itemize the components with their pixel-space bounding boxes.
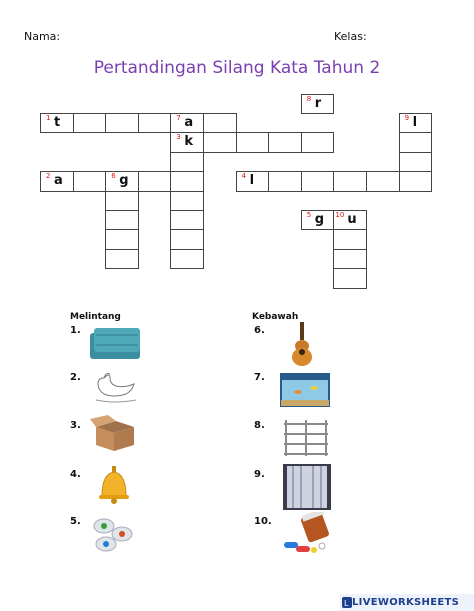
cell-letter: t: [54, 115, 61, 130]
class-label: Kelas:: [334, 30, 367, 43]
liveworksheets-logo-icon: [342, 597, 352, 608]
svg-text:L: L: [344, 599, 349, 608]
cell-letter: l: [412, 115, 418, 130]
guitar-icon: [288, 322, 316, 368]
clue-number-label: 1: [46, 114, 51, 122]
crossword-cell[interactable]: [301, 94, 335, 114]
crossword-cell[interactable]: [399, 113, 433, 133]
bell-icon: [94, 464, 134, 506]
crossword-cell[interactable]: [40, 113, 74, 133]
crossword-cell[interactable]: [333, 229, 367, 249]
clue-number-label: 5: [306, 211, 312, 219]
clue-number-label: 8: [306, 94, 312, 103]
clue-number-label: 7: [176, 114, 181, 122]
crossword-cell[interactable]: [399, 132, 433, 152]
cell-letter: a: [184, 115, 194, 130]
marbles-icon: [88, 512, 138, 556]
crossword-cell[interactable]: [333, 171, 367, 191]
clue-number-label: 9: [404, 114, 410, 122]
clue-number: 7.: [254, 372, 265, 383]
clue-number: 9.: [254, 469, 265, 480]
shelf-icon: [280, 418, 332, 458]
crossword-cell[interactable]: [333, 210, 367, 230]
crossword-cell[interactable]: [105, 229, 139, 249]
crossword-cell[interactable]: [203, 113, 237, 133]
crossword-cell[interactable]: [301, 210, 335, 230]
crossword-cell[interactable]: [73, 113, 107, 133]
clue-number-label: 2: [46, 172, 51, 181]
curtain-icon: [283, 464, 331, 510]
crossword-cell[interactable]: [138, 113, 172, 133]
across-header: Melintang: [70, 312, 121, 322]
name-label: Nama:: [24, 30, 61, 43]
crossword-cell[interactable]: [170, 152, 204, 172]
clue-number: 1.: [70, 325, 81, 336]
box-icon: [90, 415, 138, 453]
crossword-cell[interactable]: [236, 132, 270, 152]
clue-number: 10.: [254, 516, 272, 527]
crossword-cell[interactable]: [301, 171, 335, 191]
pills-icon: [280, 512, 332, 556]
clue-number: 5.: [70, 516, 81, 527]
crossword-cell[interactable]: [333, 249, 367, 269]
crossword-cell[interactable]: [170, 191, 204, 211]
crossword-cell[interactable]: [333, 268, 367, 288]
clue-number: 4.: [70, 469, 81, 480]
crossword-cell[interactable]: [203, 132, 237, 152]
crossword-cell[interactable]: [170, 229, 204, 249]
crossword-cell[interactable]: [138, 171, 172, 191]
aquarium-icon: [280, 372, 330, 408]
crossword-cell[interactable]: [170, 171, 204, 191]
swan-icon: [92, 370, 138, 406]
cell-letter: a: [54, 173, 63, 189]
towel-icon: [88, 325, 144, 361]
crossword-cell[interactable]: [170, 113, 204, 133]
crossword-cell[interactable]: [73, 171, 107, 191]
crossword-cell[interactable]: [301, 132, 335, 152]
footer-brand: LIVEWORKSHEETS: [352, 597, 460, 608]
crossword-cell[interactable]: [399, 152, 433, 172]
crossword-cell[interactable]: [366, 171, 400, 191]
cell-letter: g: [119, 173, 129, 189]
crossword-cell[interactable]: [170, 132, 204, 152]
crossword-cell[interactable]: [170, 210, 204, 230]
crossword-cell[interactable]: [40, 171, 74, 191]
clue-number-label: 3: [176, 133, 181, 142]
down-header: Kebawah: [252, 312, 299, 322]
crossword-cell[interactable]: [399, 171, 433, 191]
cell-letter: g: [314, 212, 325, 227]
clue-number: 8.: [254, 420, 265, 431]
crossword-cell[interactable]: [236, 171, 270, 191]
crossword-cell[interactable]: [105, 113, 139, 133]
cell-letter: r: [314, 95, 322, 111]
crossword-cell[interactable]: [105, 191, 139, 211]
crossword-cell[interactable]: [105, 249, 139, 269]
clue-number-label: 10: [335, 211, 345, 219]
clue-number: 6.: [254, 325, 265, 336]
crossword-cell[interactable]: [170, 249, 204, 269]
cell-letter: l: [249, 173, 255, 189]
cell-letter: u: [347, 212, 357, 227]
crossword-cell[interactable]: [105, 171, 139, 191]
clue-number: 2.: [70, 372, 81, 383]
crossword-cell[interactable]: [268, 132, 302, 152]
cell-letter: k: [184, 134, 194, 150]
clue-number: 3.: [70, 420, 81, 431]
crossword-cell[interactable]: [105, 210, 139, 230]
crossword-cell[interactable]: [268, 171, 302, 191]
clue-number-label: 6: [111, 172, 116, 181]
page-title: Pertandingan Silang Kata Tahun 2: [93, 58, 381, 78]
clue-number-label: 4: [241, 172, 247, 181]
